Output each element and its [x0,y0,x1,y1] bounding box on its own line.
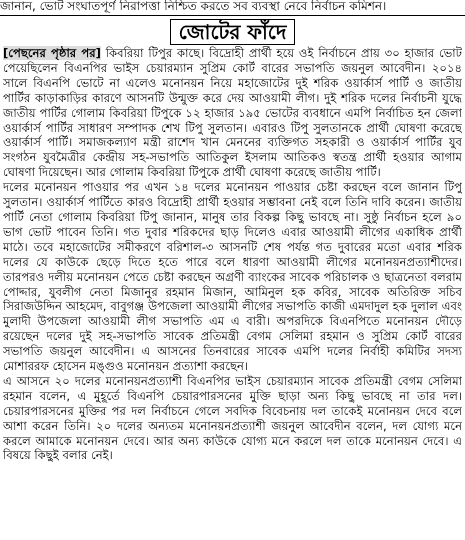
article-body [3,46,462,536]
headline [0,19,465,45]
article-paragraph-1 [3,46,462,180]
paragraph-text: কিবরিয়া টিপুর কাছে। বিদ্রোহী প্রার্থী হয়ে ওই নির্বাচনে প্রায় ৩০ হাজার ভোট পেয়েছিলেন বিএনপির ভাইস চেয়ারম্যান সুপ্রিম কোর্ট বারের সভাপতি জয়নুল আবেদীন। ২০১৪ সালে বিএনপি ভোটে না এলেও মনোনয়ন নিয়ে মহাজোটের দুই শরিক ওয়ার্কার্স পার্টি ও জাতীয় পার্টির কাড়াকাড়ির কারণে আসনটি উন্মুক্ত করে দেয় আওয়ামী লীগ। দুই শরিক দলের নির্বাচনী যুদ্ধে জাতীয় পার্টির গোলাম কিবরিয়া টিপুকে ১২ হাজার ১৯৫ ভোটের ব্যবধানে এমপি নির্বাচিত হন জেলা ওয়ার্কার্স পার্টির সাধারণ সম্পাদক শেখ টিপু সুলতান। এবারও টিপু সুলতানকে প্রার্থী ঘোষণা করেছে ওয়ার্কার্স পার্টি। সমাজকল্যাণ মন্ত্রী রাশেদ খান মেননের ব্যক্তিগত সহকারী ও ওয়ার্কার্স পার্টির যুব সংগঠন যুবমৈত্রীর কেন্দ্রীয় সহ-সভাপতি আতিকুল ইসলাম আতিকও স্বতন্ত্র প্রার্থী হওয়ার আগাম ঘোষণা দিয়েছেন। আর গোলাম কিবরিয়া টিপুকে প্রার্থী ঘোষণা করেছে জাতীয় পার্টি। [3,46,462,180]
continued-label: [পেছনের পৃষ্ঠার পর] [3,46,101,60]
article-paragraph-3: এ আসনে ২০ দলের মনোনয়নপ্রত্যাশী বিএনপির ভাইস চেয়ারম্যান সাবেক প্রতিমন্ত্রী বেগম সেলিমা রহমান বলেন, এ মুহূর্তে বিএনপি চেয়ারপারসনের মুক্তি ছাড়া অন্য কিছু ভাবছে না তার দল। চেয়ারপারসনের মুক্তির পর দল নির্বাচনে গেলে সবদিক বিবেচনায় দল তাকেই মনোনয়ন দেবে বলে আশা করেন তিনি। ২০ দলের অন্যতম মনোনয়নপ্রত্যাশী জয়নুল আবেদীন বলেন, দল যোগ্য মনে করলে আমাকে মনোনয়ন দেবে। আর অন্য কাউকে যোগ্য মনে করলে দল তাকে মনোনয়ন দেবে। এ বিষয়ে কিছুই বলার নেই। [3,373,462,463]
article-paragraph-2: দলের মনোনয়ন পাওয়ার পর এখন ১৪ দলের মনোনয়ন পাওয়ার চেষ্টা করছেন বলে জানান টিপু সুলতান। ওয়ার্কার্স পার্টিতে কারও বিদ্রোহী প্রার্থী হওয়ার সম্ভাবনা নেই বলে তিনি দাবি করেন। জাতীয় পার্টি নেতা গোলাম কিবরিয়া টিপু জানান, মানুষ তার বিকল্প কিছু ভাবছে না। সুষ্ঠু নির্বাচন হলে ৯০ ভাগ ভোট পাবেন তিনি। গত দুবার শরিকদের ছাড় দিলেও এবার আওয়ামী লীগের একাধিক প্রার্থী মাঠে। তবে মহাজোটের সমীকরণে বরিশাল-৩ আসনটি শেষ পর্যন্ত গত দুবারের মতো এবার শরিক দলের যে কাউকে ছেড়ে দিতে হতে পারে বলে ধারণা আওয়ামী লীগের মনোনয়নপ্রত্যাশীদের। তারপরও দলীয় মনোনয়ন পেতে চেষ্টা করছেন অগ্রণী ব্যাংকের সাবেক পরিচালক ও ছাত্রনেতা বলরাম পোদ্দার, যুবলীগ নেতা মিজানুর রহমান মিজান, আমিনুল হক কবির, সাবেক অতিরিক্ত সচিব সিরাজউদ্দিন আহমেদ, বাবুগঞ্জ উপজেলা আওয়ামী লীগের সভাপতি কাজী এমদাদুল হক দুলাল এবং মুলাদী উপজেলা আওয়ামী লীগ সভাপতি এম এ বারী। অপরদিকে বিএনপিতে মনোনয়ন দৌড়ে রয়েছেন দলের দুই সহ-সভাপতি সাবেক প্রতিমন্ত্রী বেগম সেলিমা রহমান ও সুপ্রিম কোর্ট বারের সভাপতি জয়নুল আবেদীন। এ আসনের তিনবারের সাবেক এমপি দলের নির্বাহী কমিটির সদস্য মোশাররফ হোসেন মঙ্গুও মনোনয়ন প্রত্যাশা করছেন। [3,180,462,374]
headline-text: জোটের ফাঁদে [170,19,296,45]
divider-rule [0,15,465,16]
previous-article-tail: জানান, ভোট সংঘাতপূর্ণ নিরাপত্তা নিশ্চিত করতে সব ব্যবস্থা নেবে নির্বাচন কমিশন। [0,0,387,13]
